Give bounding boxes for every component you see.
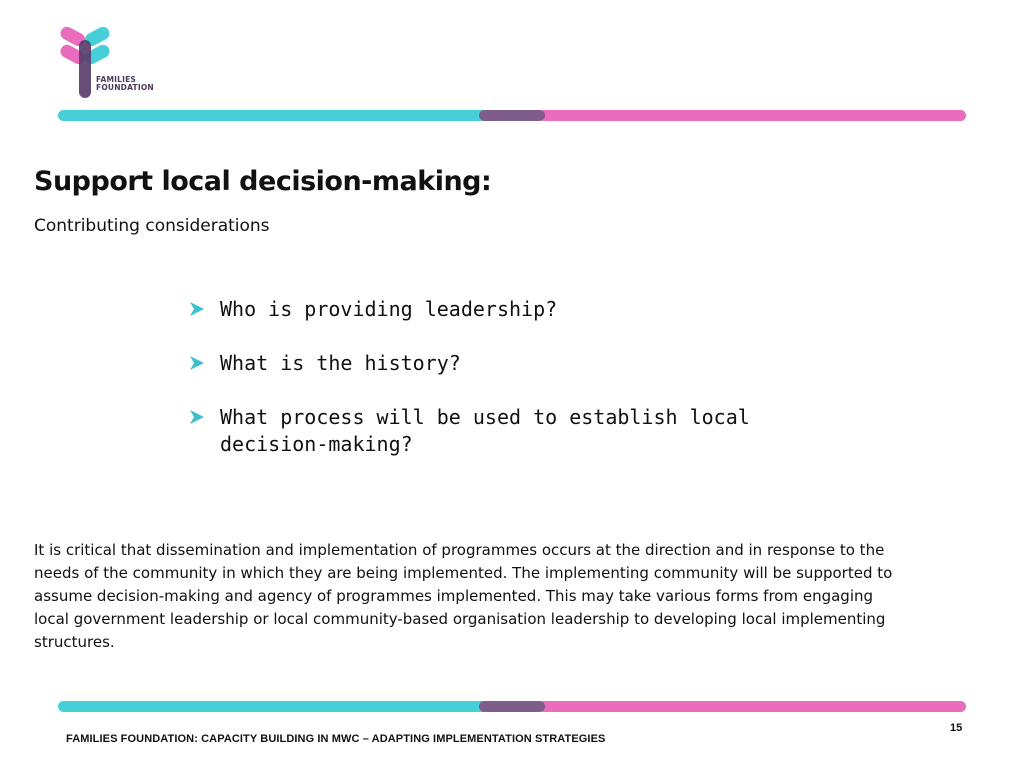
bullet-text: What is the history?: [220, 351, 461, 375]
slide-title: Support local decision-making:: [34, 166, 492, 197]
arrow-bullet-icon: [188, 300, 206, 318]
divider-teal-segment: [58, 110, 490, 121]
bottom-divider: [58, 701, 966, 712]
divider-pink-segment: [538, 701, 966, 712]
bullet-text: What process will be used to establish local decision-making?: [220, 405, 750, 456]
page-number: 15: [950, 722, 963, 734]
bullet-item: [188, 404, 848, 458]
logo-wordmark: [96, 76, 154, 92]
slide-subtitle: Contributing considerations: [34, 216, 270, 236]
bullet-item: [188, 350, 848, 377]
bullet-text: Who is providing leadership?: [220, 297, 558, 321]
top-divider: [58, 110, 966, 121]
body-paragraph: It is critical that dissemination and implementation of programmes occurs at the direction and in response to the needs of the community in which they are being implemented. The implementing community will be supported to assume decision-making and agency of programmes implemented. This may take various forms from engaging local government leadership or local community-based organisation leadership to developing local implementing structures.: [34, 541, 893, 651]
divider-teal-segment: [58, 701, 490, 712]
divider-pink-segment: [538, 110, 966, 121]
arrow-bullet-icon: [188, 408, 206, 426]
bullet-item: [188, 296, 848, 323]
footer-text: FAMILIES FOUNDATION: CAPACITY BUILDING IN MWC – ADAPTING IMPLEMENTATION STRATEGIES: [66, 733, 606, 745]
bullet-list: [188, 296, 848, 485]
arrow-bullet-icon: [188, 354, 206, 372]
divider-purple-segment: [479, 110, 545, 121]
logo-name-line2: FOUNDATION: [96, 83, 154, 92]
divider-purple-segment: [479, 701, 545, 712]
logo-name-line1: FAMILIES: [96, 75, 137, 84]
